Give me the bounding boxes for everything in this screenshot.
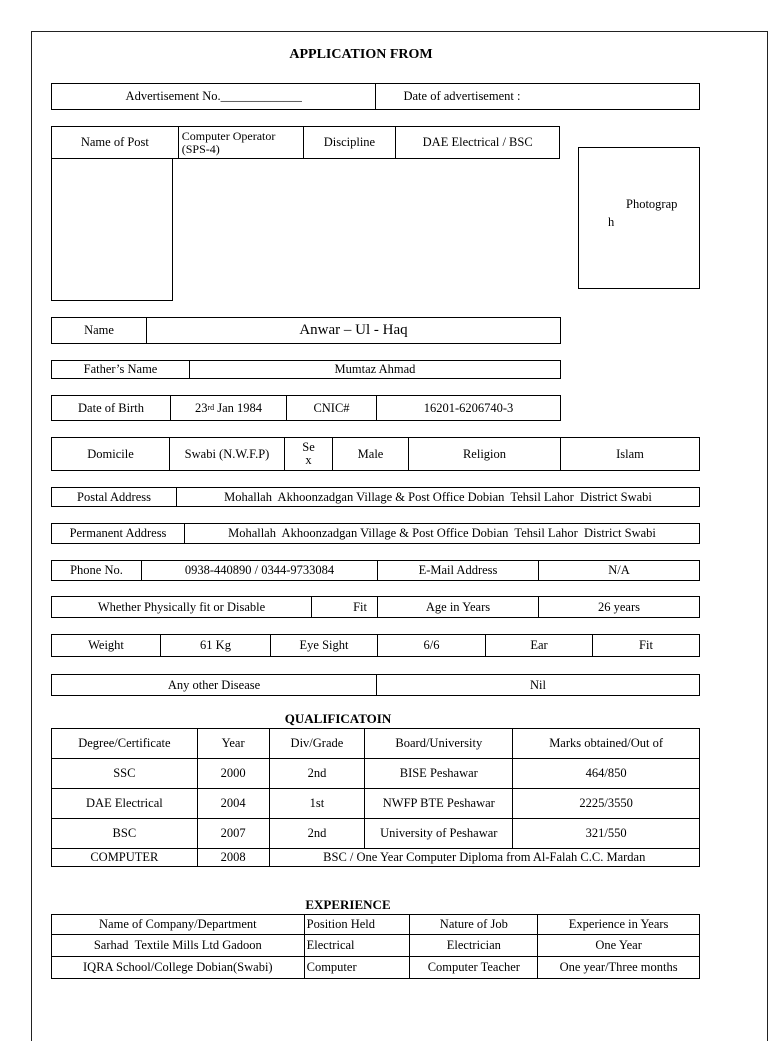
domicile-value: Swabi (N.W.F.P) xyxy=(169,438,284,470)
experience-cell: IQRA School/College Dobian(Swabi) xyxy=(52,957,305,979)
dob-label: Date of Birth xyxy=(78,400,144,415)
disease-label: Any other Disease xyxy=(167,677,261,692)
permanent-address-value: Mohallah Akhoonzadgan Village & Post Office Dobian Tehsil Lahor District Swabi xyxy=(184,524,699,543)
experience-title: EXPERIENCE xyxy=(305,897,391,912)
experience-cell: Sarhad Textile Mills Ltd Gadoon xyxy=(52,935,305,957)
qualification-cell: BISE Peshawar xyxy=(365,759,513,789)
experience-cell: One Year xyxy=(538,935,700,957)
postal-address-row xyxy=(51,487,700,507)
cnic-label: CNIC# xyxy=(286,396,376,420)
experience-header-row xyxy=(52,915,700,935)
experience-cell: Computer Teacher xyxy=(410,957,538,979)
qualification-cell: 1st xyxy=(269,789,365,819)
postal-address-label: Postal Address xyxy=(77,489,151,504)
experience-cell: One year/Three months xyxy=(538,957,700,979)
dob-value: 23 rd Jan 1984 xyxy=(170,396,286,420)
qualification-row xyxy=(52,819,700,849)
father-name-label: Father’s Name xyxy=(83,362,158,376)
sex-label xyxy=(284,438,332,470)
qualification-computer-row xyxy=(52,849,700,867)
qualification-row xyxy=(52,789,700,819)
qualification-header-cell: Year xyxy=(197,729,269,759)
experience-header-cell: Experience in Years xyxy=(538,915,700,935)
permanent-address-row xyxy=(51,523,700,544)
weight-label: Weight xyxy=(88,638,124,652)
name-value: Anwar – Ul - Haq xyxy=(146,318,560,343)
qualification-cell: University of Peshawar xyxy=(365,819,513,849)
experience-table xyxy=(51,914,700,979)
dob-day: 23 xyxy=(194,400,208,415)
photograph-box xyxy=(578,147,700,289)
advertisement-row xyxy=(51,83,700,110)
qualification-cell: 2000 xyxy=(197,759,269,789)
advertisement-date-label: Date of advertisement : xyxy=(375,84,699,109)
domicile-label: Domicile xyxy=(87,446,134,461)
disease-value: Nil xyxy=(376,675,699,695)
fitness-value: Fit xyxy=(311,597,377,617)
eyesight-label: Eye Sight xyxy=(270,635,377,656)
phone-row xyxy=(51,560,700,581)
father-name-value: Mumtaz Ahmad xyxy=(189,361,560,378)
discipline-label: Discipline xyxy=(303,127,396,158)
experience-row xyxy=(52,957,700,979)
religion-label: Religion xyxy=(408,438,560,470)
email-value: N/A xyxy=(538,561,699,580)
dob-row xyxy=(51,395,561,421)
qualification-header-row xyxy=(52,729,700,759)
discipline-value: DAE Electrical / BSC xyxy=(395,127,559,158)
qualification-cell: NWFP BTE Peshawar xyxy=(365,789,513,819)
eyesight-value: 6/6 xyxy=(377,635,485,656)
computer-detail-cell: BSC / One Year Computer Diploma from Al-Falah C.C. Mardan xyxy=(269,849,699,867)
qualification-cell: 464/850 xyxy=(513,759,700,789)
phone-label: Phone No. xyxy=(70,563,123,577)
qualification-row xyxy=(52,759,700,789)
qualification-header-cell: Div/Grade xyxy=(269,729,365,759)
sex-label-line2: x xyxy=(305,453,312,467)
form-title: APPLICATION FROM xyxy=(289,47,433,62)
sex-label-line1: Se xyxy=(302,440,315,454)
age-value: 26 years xyxy=(538,597,699,617)
photograph-label-line1: Photograp xyxy=(626,197,678,211)
phone-value: 0938-440890 / 0344-9733084 xyxy=(141,561,377,580)
physical-row xyxy=(51,634,700,657)
qualification-header-cell: Marks obtained/Out of xyxy=(513,729,700,759)
qualification-cell: BSC xyxy=(52,819,198,849)
cnic-value: 16201-6206740-3 xyxy=(376,396,560,420)
ear-value: Fit xyxy=(592,635,699,656)
qualification-cell: 2225/3550 xyxy=(513,789,700,819)
qualification-cell: 2004 xyxy=(197,789,269,819)
domicile-row xyxy=(51,437,700,471)
qualification-table xyxy=(51,728,700,867)
qualification-header-cell: Board/University xyxy=(365,729,513,759)
qualification-title: QUALIFICATOIN xyxy=(284,711,392,726)
religion-value: Islam xyxy=(560,438,699,470)
sex-value: Male xyxy=(332,438,408,470)
experience-cell: Electrical xyxy=(304,935,410,957)
qualification-cell: DAE Electrical xyxy=(52,789,198,819)
experience-header-cell: Nature of Job xyxy=(410,915,538,935)
qualification-cell: 2nd xyxy=(269,819,365,849)
ear-label: Ear xyxy=(485,635,592,656)
qualification-cell: 321/550 xyxy=(513,819,700,849)
fitness-row xyxy=(51,596,700,618)
name-label: Name xyxy=(84,323,114,337)
experience-row xyxy=(52,935,700,957)
post-name-label: Name of Post xyxy=(80,135,149,149)
experience-cell: Computer xyxy=(304,957,410,979)
computer-year-cell: 2008 xyxy=(197,849,269,867)
fitness-label: Whether Physically fit or Disable xyxy=(97,599,266,614)
qualification-cell: 2nd xyxy=(269,759,365,789)
advertisement-no-label: Advertisement No._____________ xyxy=(125,89,302,103)
postal-address-value: Mohallah Akhoonzadgan Village & Post Office Dobian Tehsil Lahor District Swabi xyxy=(176,488,699,506)
qualification-cell: 2007 xyxy=(197,819,269,849)
experience-header-cell: Position Held xyxy=(304,915,410,935)
post-row xyxy=(51,126,560,159)
qualification-header-cell: Degree/Certificate xyxy=(52,729,198,759)
permanent-address-label: Permanent Address xyxy=(69,526,167,540)
name-row xyxy=(51,317,561,344)
qualification-cell: SSC xyxy=(52,759,198,789)
blank-box xyxy=(51,158,173,301)
disease-row xyxy=(51,674,700,696)
photograph-label-line2: h xyxy=(608,215,615,229)
experience-header-cell: Name of Company/Department xyxy=(52,915,305,935)
computer-degree-cell: COMPUTER xyxy=(52,849,198,867)
father-row xyxy=(51,360,561,379)
dob-month-year: Jan 1984 xyxy=(214,400,263,415)
email-label: E-Mail Address xyxy=(377,561,538,580)
weight-value: 61 Kg xyxy=(160,635,270,656)
age-label: Age in Years xyxy=(377,597,538,617)
post-name-value: Computer Operator (SPS-4) xyxy=(178,127,303,158)
experience-cell: Electrician xyxy=(410,935,538,957)
